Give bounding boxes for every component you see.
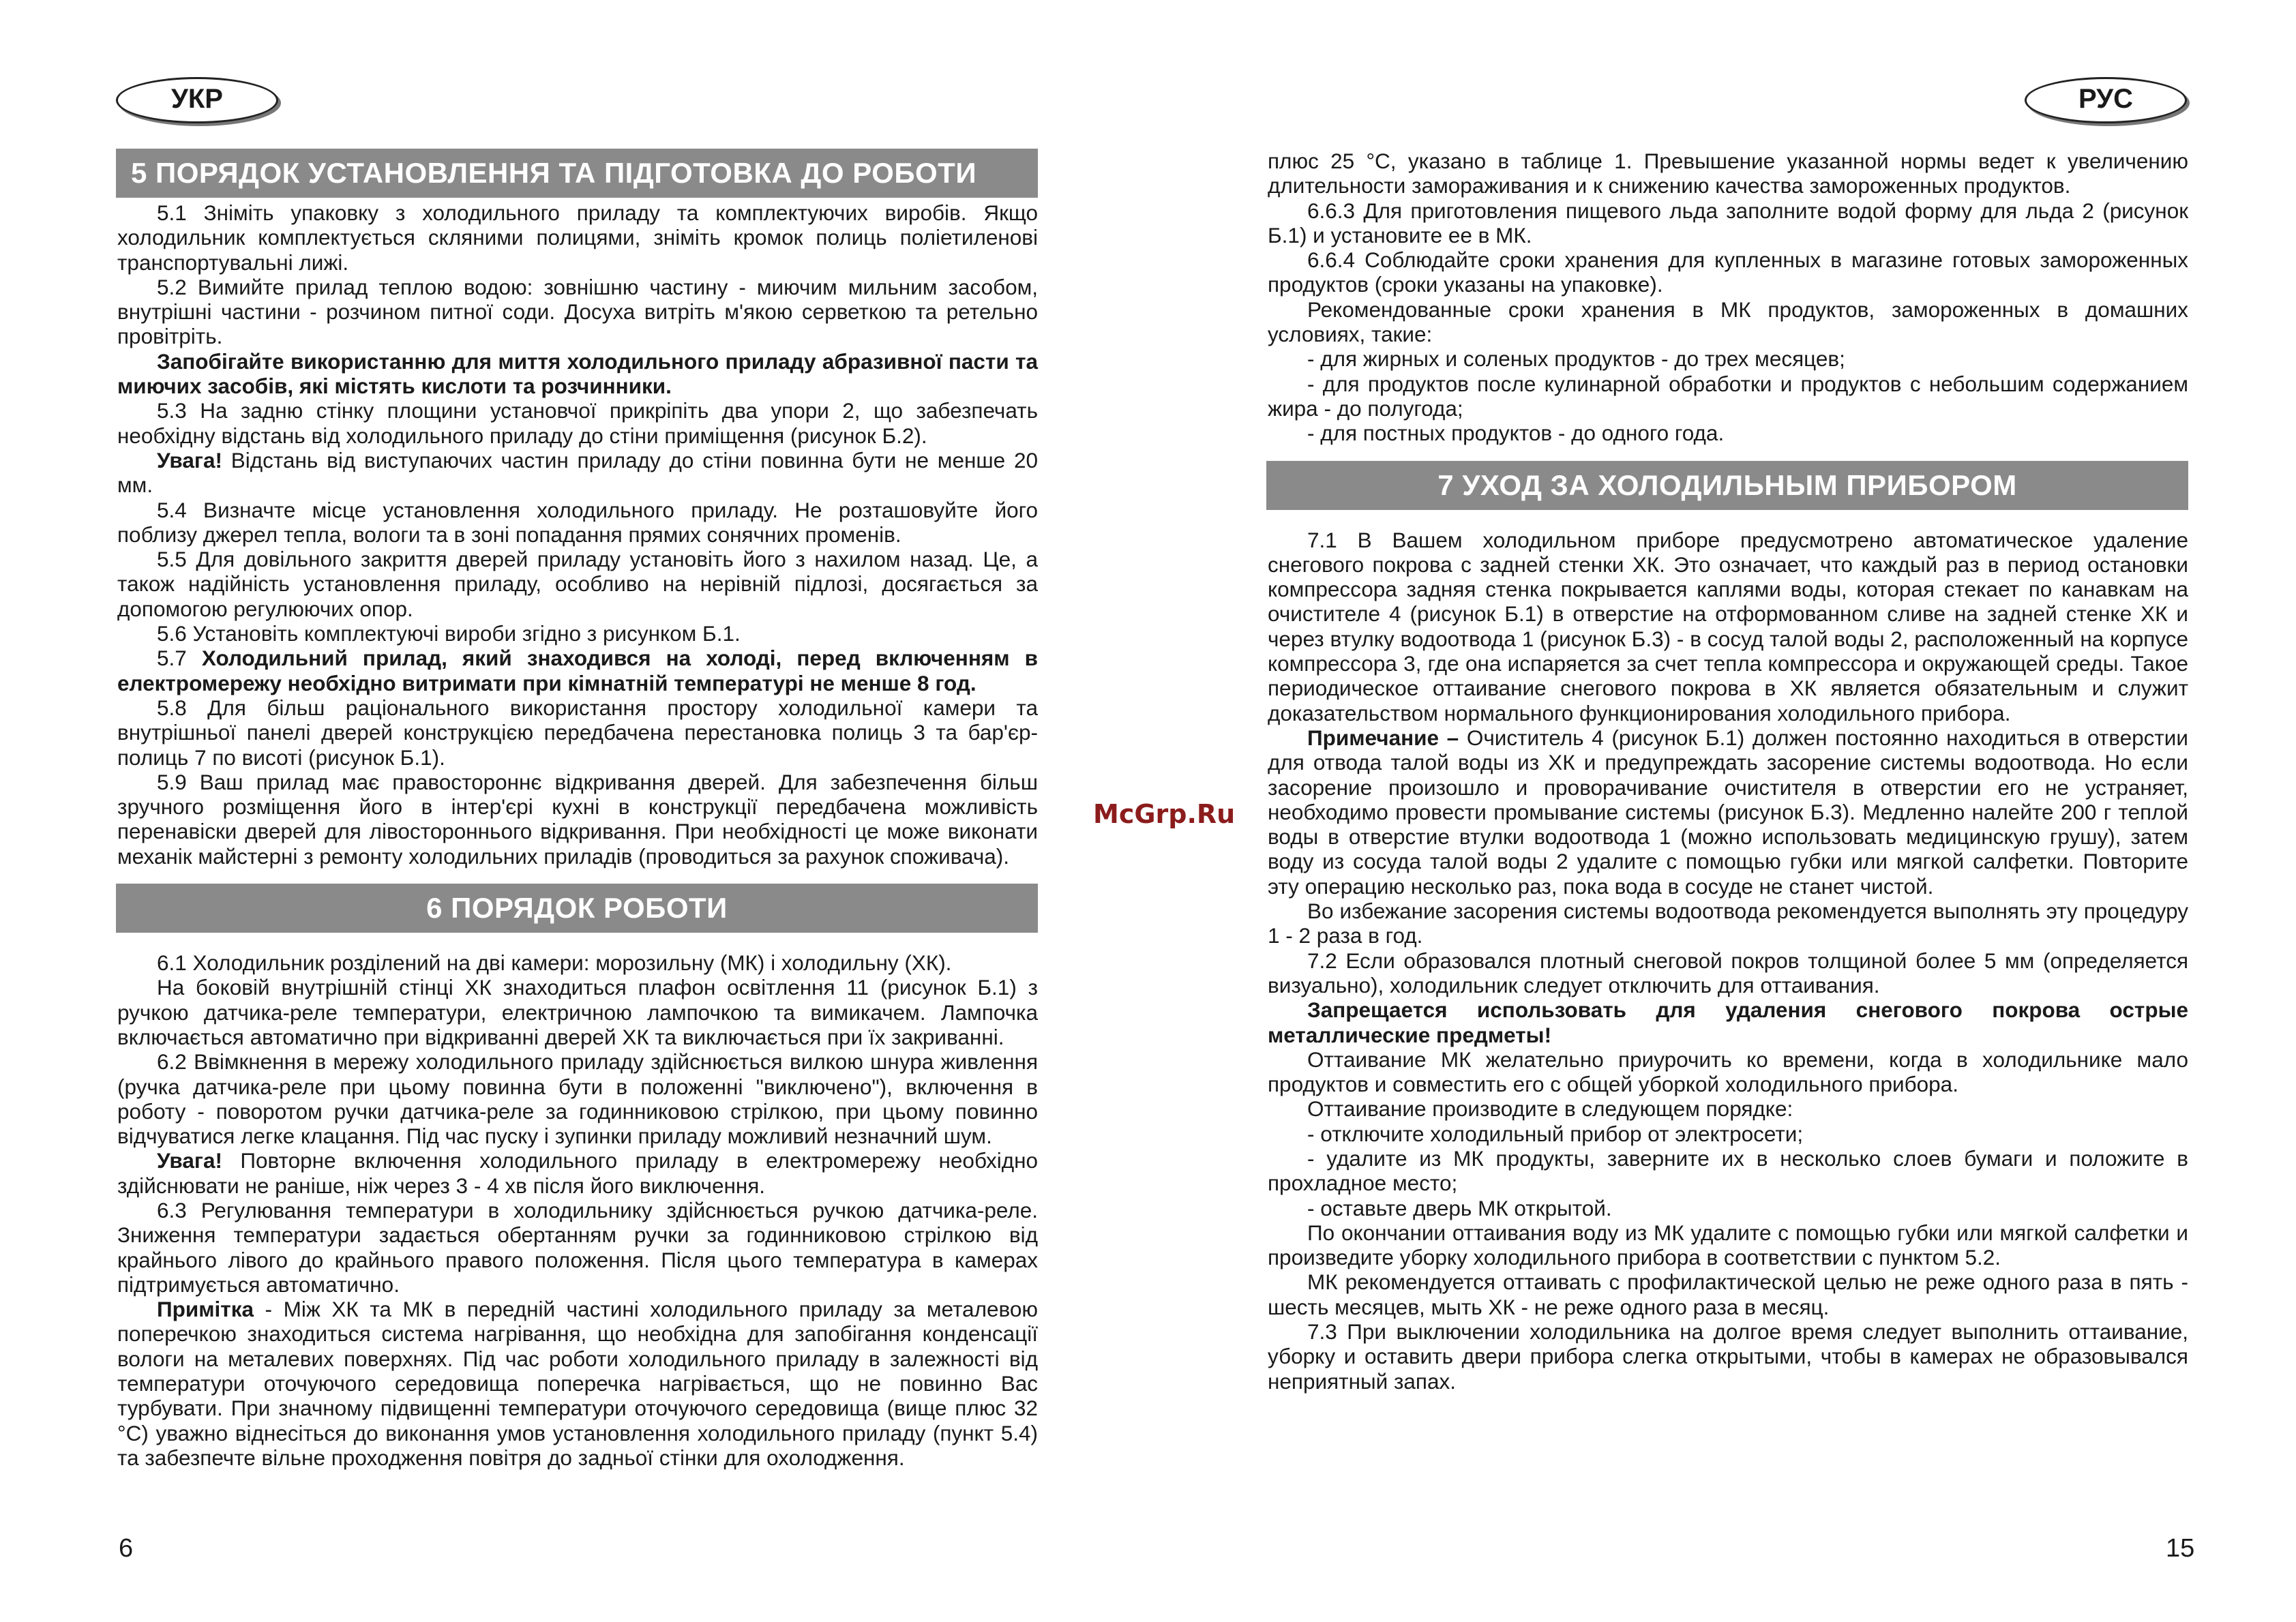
language-badge-ukr: УКР (116, 77, 278, 123)
note-label: Примітка (157, 1297, 254, 1322)
attention-label: Увага! (157, 447, 222, 472)
page-number-right: 15 (2166, 1534, 2195, 1563)
paragraph-5-6: 5.6 Установіть комплектуючі вироби згідно з рисунком Б.1. (157, 621, 741, 646)
paragraph-5-8: 5.8 Для більш раціонального використання простору холодильної камери та внутрішньої панелі дверей конструкцією передбачена перестановка полиць 3 та бар'єр-полиць 7 по висоті (рисунок Б.1). (117, 695, 1038, 770)
paragraph-storage-terms: Рекомендованные сроки хранения в МК продуктов, замороженных в домашних условиях, такие: (1268, 297, 2188, 347)
paragraph-6-6-3: 6.6.3 Для приготовления пищевого льда заполните водой форму для льда 2 (рисунок Б.1) и установите ее в МК. (1268, 198, 2188, 247)
paragraph-temp-continuation: плюс 25 °С, указано в таблице 1. Превышение указанной нормы ведет к увеличению длительности замораживания и к снижению качества замороженных продуктов. (1268, 149, 2188, 198)
paragraph-7-3: 7.3 При выключении холодильника на долгое время следует выполнить оттаивание, уборку и оставить двери прибора слегка открытыми, чтобы в камерах не образовывался неприятный запах. (1268, 1319, 2188, 1394)
right-column (1268, 149, 2188, 1394)
note-heating-text: - Між ХК та МК в передній частині холодильного приладу за металевою поперечкою знаходиться система нагрівання, що необхідна для запобігання конденсації вологи на металевих поверхнях. Під час роботи холодильного приладу в залежності від температури оточуючого середовища поперечка нагрівається, що не повинно Вас турбувати. При значному підвищенні температури оточуючого середовища (вище плюс 32 °С) уважно віднесіться до виконання умов установлення холодильного приладу (пункт 5.4) та забезпечте вільне проходження повітря до задньої стінки для охолодження. (117, 1297, 1038, 1470)
section-7-title: 7 УХОД ЗА ХОЛОДИЛЬНЫМ ПРИБОРОМ (1266, 461, 2188, 510)
paragraph-5-7 (117, 646, 1038, 695)
note-label-rus: Примечание – (1307, 725, 1459, 750)
section-5-title: 5 ПОРЯДОК УСТАНОВЛЕННЯ ТА ПІДГОТОВКА ДО РОБОТИ (116, 149, 1038, 198)
warning-abrasive: Запобігайте використанню для миття холодильного приладу абразивної пасти та миючих засобів, які містять кислоти та розчинники. (117, 348, 1038, 399)
left-column (117, 149, 1038, 1470)
list-item-open-door: - оставьте дверь МК открытой. (1307, 1195, 1612, 1220)
attention-restart-text: Повторне включення холодильного приладу в електромережу необхідно здійснювати не раніше, ніж через 3 - 4 хв після його виключення. (117, 1148, 1038, 1198)
paragraph-6-1: 6.1 Холодильник розділений на дві камери: морозильну (МК) і холодильну (ХК). (157, 950, 952, 976)
paragraph-5-5: 5.5 Для довільного закриття дверей приладу установіть його з нахилом назад. Це, а також надійність установлення приладу, особливо на нерівній підлозі, досягається за допомогою регулюючих опор. (117, 547, 1038, 621)
paragraph-5-1: 5.1 Зніміть упаковку з холодильного приладу та комплектуючих виробів. Якщо холодильник комплектується скляними полицями, зніміть кромок полиць поліетиленові транспортувальні лижі. (117, 200, 1038, 275)
list-item-fatty: - для жирных и соленых продуктов - до трех месяцев; (1307, 346, 1845, 372)
paragraph-5-4: 5.4 Визначте місце установлення холодильного приладу. Не розташовуйте його поблизу джерел тепла, вологи та в зоні попадання прямих сонячних променів. (117, 497, 1038, 547)
note-cleaner (1268, 725, 2188, 899)
note-heating (117, 1297, 1038, 1470)
attention-restart (117, 1148, 1038, 1198)
list-item-cooked: - для продуктов после кулинарной обработки и продуктов с небольшим содержанием жира - до полугода; (1268, 371, 2188, 421)
paragraph-5-2: 5.2 Вимийте прилад теплою водою: зовнішню частину - миючим мильним засобом, внутрішні частини - розчином питної соди. Досуха витріть м'якою серветкою та ретельно провітріть. (117, 274, 1038, 349)
note-cleaner-text: Очиститель 4 (рисунок Б.1) должен постоянно находиться в отверстии для отвода талой воды из ХК и предупреждать засорение системы водоотвода. Но если засорение произошло и проворачивание очистителя в отверстии его не устраняет, необходимо провести промывание системы (рисунок Б.3). Медленно налейте 200 г теплой воды в отверстие втулки водоотвода 1 (можно использовать медицинскую грушу), затем воду из сосуда талой воды 2 удалите с помощью губки или мягкой салфетки. Повторите эту операцию несколько раз, пока вода в сосуде не станет чистой. (1268, 725, 2189, 899)
attention-label-2: Увага! (157, 1148, 222, 1173)
paragraph-5-9: 5.9 Ваш прилад має правостороннє відкривання дверей. Для забезпечення більш зручного розміщення його в інтер'єрі кухні в конструкції передбачена можливість перенавіски дверей для лівостороннього відкривання. При необхідності це може виконати механік майстерні з ремонту холодильних приладів (проводиться за рахунок споживача). (117, 769, 1038, 869)
paragraph-5-3: 5.3 На задню стінку площини установчої прикріпіть два упори 2, що забезпечать необхідну відстань від холодильного приладу до стіни приміщення (рисунок Б.2). (117, 398, 1038, 448)
paragraph-defrost-timing: Оттаивание МК желательно приурочить ко времени, когда в холодильнике мало продуктов и совместить его с общей уборкой холодильного прибора. (1268, 1047, 2188, 1097)
paragraph-defrost-frequency: МК рекомендуется оттаивать с профилактической целью не реже одного раза в пять - шесть месяцев, мыть ХК - не реже одного раза в месяц. (1268, 1270, 2188, 1319)
paragraph-6-2: 6.2 Ввімкнення в мережу холодильного приладу здійснюється вилкою шнура живлення (ручка датчика-реле при цьому повинна бути в положенні "виключено"), включення в роботу - поворотом ручки датчика-реле за годинниковою стрілкою, при цьому повинно відчуватися легке клацання. Під час пуску і зупинки приладу можливий незначний шум. (117, 1049, 1038, 1149)
page-number-left: 6 (119, 1534, 134, 1563)
paragraph-5-7-bold: Холодильний прилад, який знаходився на холоді, перед включенням в електромережу необхідно витримати при кімнатній температурі не менше 8 год. (117, 646, 1038, 695)
language-badge-rus: РУС (2025, 77, 2187, 123)
attention-text: Відстань від виступаючих частин приладу до стіни повинна бути не менше 20 мм. (117, 447, 1038, 498)
paragraph-5-7-number: 5.7 (157, 646, 202, 671)
paragraph-defrost-order: Оттаивание производите в следующем порядке: (1307, 1096, 1793, 1122)
paragraph-6-1-lamp: На боковій внутрішній стінці ХК знаходиться плафон освітлення 11 (рисунок Б.1) з ручкою датчика-реле температури, електричною лампочкою та вимикачем. Лампочка включається автоматично при відкриванні дверей ХК та виключається при їх закриванні. (117, 975, 1038, 1049)
list-item-remove-products: - удалите из МК продукты, заверните их в несколько слоев бумаги и положите в прохладное место; (1268, 1145, 2188, 1196)
list-item-unplug: - отключите холодильный прибор от электросети; (1307, 1121, 1804, 1146)
paragraph-7-1: 7.1 В Вашем холодильном приборе предусмотрено автоматическое удаление снегового покрова с задней стенки ХК. Это означает, что каждый раз в период остановки компрессора задняя стенка покрывается каплями воды, которая стекает по канавкам на очистителе 4 (рисунок Б.1) в отверстие на отформованном сливе на задней стенке ХК и через втулку водоотвода 1 (рисунок Б.3) - в сосуд талой воды 2, расположенный на корпусе компрессора 3, где она испаряется за счет тепла компрессора и окружающей среды. Такое периодическое оттаивание снегового покрова в ХК является обязательным и служит доказательством нормального функционирования холодильного прибора. (1268, 527, 2188, 725)
section-6-title: 6 ПОРЯДОК РОБОТИ (116, 884, 1038, 933)
warning-sharp-objects: Запрещается использовать для удаления снегового покрова острые металлические предметы! (1268, 997, 2188, 1047)
paragraph-drain-prevention: Во избежание засорения системы водоотвода рекомендуется выполнять эту процедуру 1 - 2 раза в год. (1268, 899, 2188, 948)
paragraph-after-defrost: По окончании оттаивания воду из МК удалите с помощью губки или мягкой салфетки и произведите уборку холодильного прибора в соответствии с пунктом 5.2. (1268, 1220, 2188, 1270)
paragraph-6-6-4: 6.6.4 Соблюдайте сроки хранения для купленных в магазине готовых замороженных продуктов (сроки указаны на упаковке). (1268, 247, 2188, 297)
paragraph-6-3: 6.3 Регулювання температури в холодильнику здійснюється ручкою датчика-реле. Зниження температури задається обертанням ручки за годинниковою стрілкою від крайнього лівого до крайнього правого положення. Після цього температура в камерах підтримується автоматично. (117, 1197, 1038, 1297)
right-page (1148, 0, 2296, 1622)
watermark: McGrp.Ru (1093, 799, 1236, 829)
attention-distance (117, 448, 1038, 498)
list-item-lean: - для постных продуктов - до одного года. (1307, 421, 1725, 446)
paragraph-7-2: 7.2 Если образовался плотный снеговой покров толщиной более 5 мм (определяется визуально), холодильник следует отключить для оттаивания. (1268, 948, 2188, 997)
